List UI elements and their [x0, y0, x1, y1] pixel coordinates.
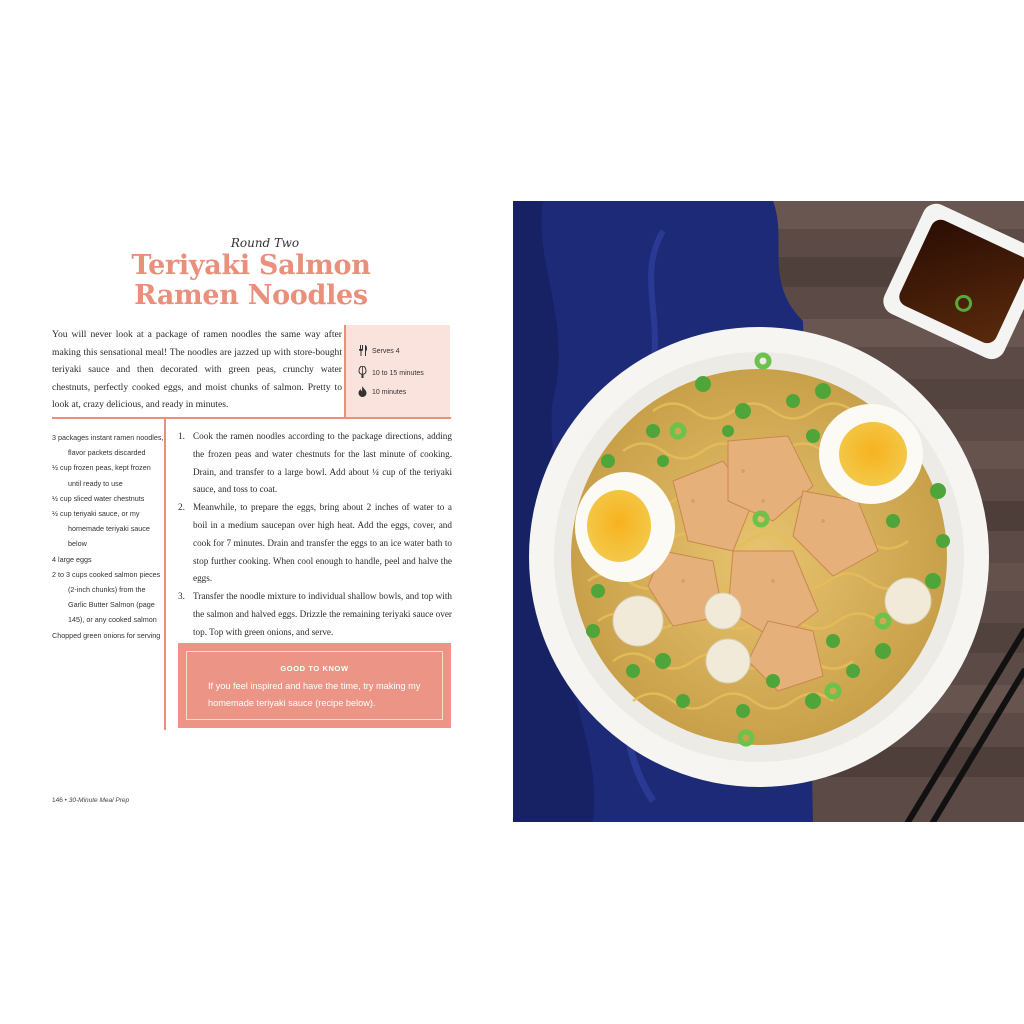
good-to-know-callout	[178, 643, 451, 728]
ingredient-item: 4 large eggs	[52, 554, 92, 564]
divider-horizontal	[52, 417, 451, 419]
ingredient-item: ½ cup teriyaki sauce, or my homemade teriyaki sauce below	[52, 509, 150, 549]
recipe-title-line-1: Teriyaki Salmon	[131, 250, 371, 281]
cook-time-text: 10 minutes	[372, 389, 407, 396]
ingredient-item: Chopped green onions for serving	[52, 630, 161, 640]
round-label: Round Two	[230, 236, 300, 250]
serves-text: Serves 4	[372, 348, 400, 355]
recipe-photo	[513, 201, 1024, 822]
direction-step	[178, 428, 452, 499]
ingredient-item: 2 to 3 cups cooked salmon pieces (2-inch chunks) from the Garlic Butter Salmon (page 145), or any cooked salmon	[52, 569, 161, 625]
callout-text: If you feel inspired and have the time, try making my homemade teriyaki sauce (recipe below).	[208, 681, 421, 708]
flame-icon	[358, 386, 368, 399]
callout-title: GOOD TO KNOW	[280, 664, 349, 673]
ingredients-list	[52, 430, 164, 643]
ingredient-item: ½ cup sliced water chestnuts	[52, 493, 145, 503]
egg-half-right	[819, 404, 923, 504]
utensils-icon	[358, 345, 368, 358]
step-number: 3.	[178, 591, 185, 602]
direction-step	[178, 588, 452, 641]
step-text: Cook the ramen noodles according to the package directions, adding the frozen peas and water chestnuts for the last minute of cooking. Drain, and transfer to a large bowl. Add about ¼ cup of the teriyaki sauce, and toss to coat.	[193, 431, 452, 495]
page-number: 146	[52, 797, 63, 804]
directions-list	[178, 428, 452, 642]
direction-step	[178, 499, 452, 588]
egg-half-left	[575, 472, 675, 582]
recipe-title-line-2: Ramen Noodles	[134, 280, 368, 311]
book-title: 30-Minute Meal Prep	[68, 797, 130, 804]
intro-paragraph: You will never look at a package of ramen noodles the same way after making this sensational meal! The noodles are jazzed up with store-bought teriyaki sauce and then decorated with green peas, crunchy water chestnuts, perfectly cooked eggs, and moist chunks of salmon. Pretty to look at, crazy delicious, and ready in minutes.	[52, 329, 342, 411]
serves-row	[358, 345, 400, 358]
step-text: Transfer the noodle mixture to individual shallow bowls, and top with the salmon and halved eggs. Drizzle the remaining teriyaki sauce over top. Top with green onions, and serve.	[193, 591, 452, 637]
ingredient-item: ½ cup frozen peas, kept frozen until ready to use	[52, 463, 151, 488]
prep-row	[358, 366, 424, 380]
footer-separator: •	[64, 797, 67, 804]
cook-row	[358, 386, 406, 399]
step-number: 1.	[178, 431, 185, 441]
recipe-title	[120, 251, 382, 311]
ramen-bowl-illustration	[513, 201, 1024, 822]
ingredient-item: 3 packages instant ramen noodles, flavor packets discarded	[52, 433, 164, 458]
step-number: 2.	[178, 502, 185, 513]
page-footer	[52, 797, 129, 804]
whisk-icon	[358, 366, 368, 380]
divider-vertical-main	[164, 418, 166, 730]
prep-time-text: 10 to 15 minutes	[372, 369, 424, 377]
step-text: Meanwhile, to prepare the eggs, bring about 2 inches of water to a boil in a medium saucepan over high heat. Add the eggs, cover, and cook for 7 minutes. Drain and transfer the eggs to an ice water bath to stop further cooking. When cool enough to handle, peel and halve the eggs.	[193, 502, 452, 584]
recipe-info-box	[346, 325, 450, 417]
